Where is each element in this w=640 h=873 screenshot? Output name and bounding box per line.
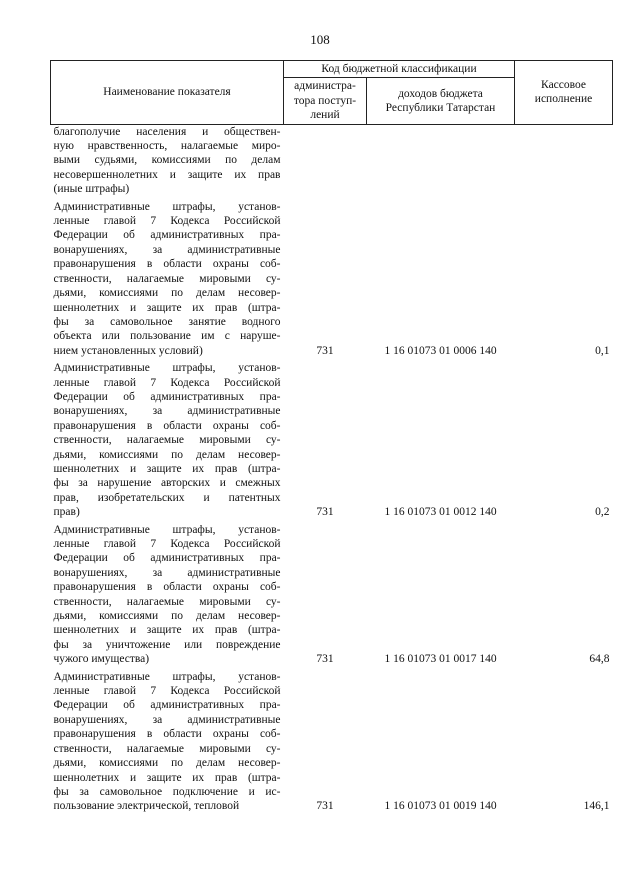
table-body [51,124,613,817]
execution-value: 0,2 [595,506,610,519]
indicator-name-line: объекта или пользование им с наруше- [53,330,281,343]
indicator-name-line: ственности, налагаемые мировыми су- [53,595,281,608]
indicator-name-line: дьями, комиссиями по делам несовер- [53,610,281,623]
indicator-name-line: шеннолетних и защите их прав (штра- [53,301,281,314]
indicator-name-line: правонарушения в области охраны соб- [53,258,281,271]
indicator-name-line: вонарушениях, за административные [53,566,281,579]
header-name-column: Наименование показателя [51,61,284,125]
table-row [51,124,613,200]
indicator-name-line: ную нравственность, налагаемые миро- [53,140,281,153]
income-code: 1 16 01073 01 0006 140 [384,344,497,357]
header-admin-column: администра-тора поступ-лений [284,78,367,124]
indicator-name-line: вонарушениях, за административные [53,405,281,418]
indicator-name-line: Федерации об административных пра- [53,699,281,712]
table-header [51,61,613,125]
indicator-name-line: пользование электрической, тепловой [53,800,240,813]
administrator-code [284,124,367,200]
indicator-name-line: выми судьями, комиссиями по делам [53,154,281,167]
indicator-name-line: прав) [53,506,80,519]
indicator-name-line: (иные штрафы) [53,183,130,196]
indicator-name-line: шеннолетних и защите их прав (штра- [53,624,281,637]
budget-table [50,60,613,817]
header-execution-column: Кассовое исполнение [515,61,613,125]
administrator-code: 731 [316,506,334,519]
indicator-name-line: несовершеннолетних и защите их прав [53,168,281,181]
indicator-name-line: шеннолетних и защите их прав (штра- [53,462,281,475]
indicator-name-line: правонарушения в области охраны соб- [53,581,281,594]
indicator-name-line: ленные главой 7 Кодекса Российской [53,538,281,550]
indicator-name-line: правонарушения в области охраны соб- [53,728,281,741]
administrator-code: 731 [316,344,334,357]
indicator-name-line: шеннолетних и защите их прав (штра- [53,771,281,784]
indicator-name-line: ственности, налагаемые мировыми су- [53,434,281,447]
indicator-name [51,523,284,670]
table-row [51,361,613,522]
indicator-name-line: вонарушениях, за административные [53,713,281,726]
administrator-code: 731 [316,653,334,666]
indicator-name-line: чужого имущества) [53,653,150,666]
indicator-name-line: вонарушениях, за административные [53,243,281,256]
indicator-name [51,124,284,200]
indicator-name-line: дьями, комиссиями по делам несовер- [53,448,281,461]
indicator-name-line: ственности, налагаемые мировыми су- [53,742,281,755]
page-number: 108 [310,32,330,47]
table-row [51,200,613,361]
execution-value: 64,8 [589,653,610,666]
indicator-name-line: фы за самовольное подключение и ис- [53,785,281,798]
execution-value: 146,1 [583,800,610,813]
income-code: 1 16 01073 01 0012 140 [384,506,497,519]
income-code: 1 16 01073 01 0019 140 [384,800,497,813]
indicator-name-line: дьями, комиссиями по делам несовер- [53,757,281,770]
table-row [51,523,613,670]
indicator-name-line: Административные штрафы, установ- [53,670,281,683]
indicator-name-line: Административные штрафы, установ- [53,200,281,213]
execution-value: 0,1 [595,344,610,357]
indicator-name [51,361,284,522]
indicator-name-line: дьями, комиссиями по делам несовер- [53,287,281,300]
indicator-name-line: Федерации об административных пра- [53,390,281,403]
indicator-name-line: благополучие населения и обществен- [53,125,281,138]
indicator-name-line: ленные главой 7 Кодекса Российской [53,685,281,698]
indicator-name-line: прав, изобретательских и патентных [53,491,281,504]
indicator-name [51,200,284,361]
header-income-column: доходов бюджета Республики Татарстан [367,78,515,124]
indicator-name-line: Административные штрафы, установ- [53,523,281,536]
administrator-code: 731 [316,800,334,813]
indicator-name-line: Федерации об административных пра- [53,229,281,242]
table-row [51,670,613,817]
indicator-name-line: правонарушения в области охраны соб- [53,419,281,432]
execution-value [515,124,613,200]
indicator-name-line: нием установленных условий) [53,344,203,357]
header-classification-group: Код бюджетной классификации [284,61,515,78]
indicator-name-line: Административные штрафы, установ- [53,362,281,375]
indicator-name-line: Федерации об административных пра- [53,552,281,565]
indicator-name-line: ленные главой 7 Кодекса Российской [53,215,281,228]
indicator-name [51,670,284,817]
indicator-name-line: ленные главой 7 Кодекса Российской [53,376,281,389]
indicator-name-line: фы за самовольное занятие водного [53,315,281,328]
income-code [367,124,515,200]
indicator-name-line: фы за уничтожение или повреждение [53,638,281,651]
indicator-name-line: фы за нарушение авторских и смежных [53,477,281,490]
indicator-name-line: ственности, налагаемые мировыми су- [53,272,281,285]
income-code: 1 16 01073 01 0017 140 [384,653,497,666]
